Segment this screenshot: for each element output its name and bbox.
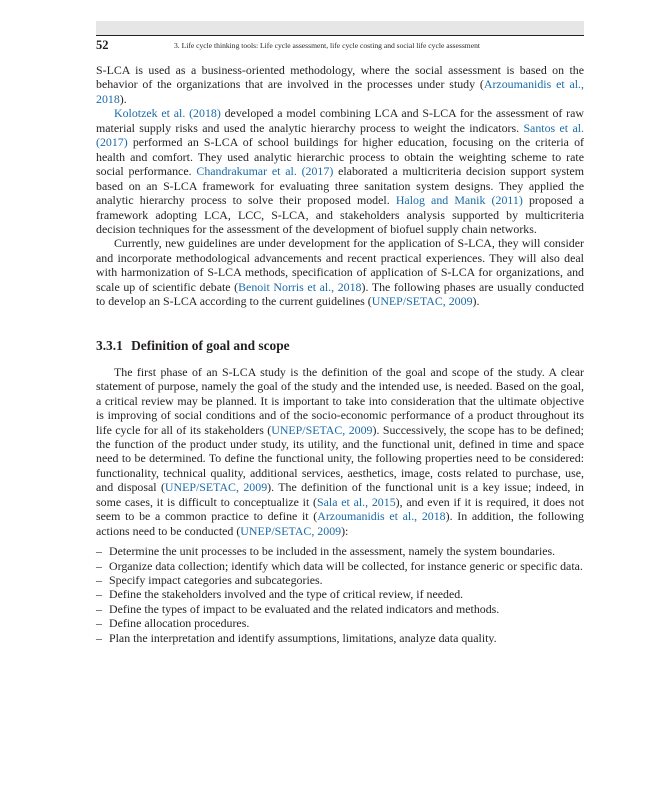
list-item <box>96 559 584 573</box>
paragraph <box>96 236 584 308</box>
paragraph-text: S-LCA is used as a business-oriented methodology, where the social assessment is based on the behavior of the organizations that are involved in the processes under study ( <box>96 63 584 92</box>
list-dash: – <box>96 616 102 631</box>
action-list <box>96 544 584 645</box>
paragraph-text: ), and even if it is required, it does not seem to be a common practice to define it ( <box>96 494 584 524</box>
section-heading <box>96 337 584 355</box>
section-number: 3.3.1 <box>96 337 123 353</box>
list-item-text: Define the types of impact to be evaluated and the related indicators and methods. <box>109 601 500 616</box>
list-dash: – <box>96 587 102 602</box>
citation-link[interactable]: Arzoumanidis et al., 2018 <box>317 509 446 524</box>
list-item <box>96 573 584 587</box>
paragraph <box>96 63 584 106</box>
paragraph-text: ). The following phases are usually conducted to develop an S-LCA according to the current guidelines ( <box>96 279 584 309</box>
paragraph-text: ). In addition, the following actions need to be conducted ( <box>96 509 584 538</box>
list-item <box>96 587 584 601</box>
paragraph <box>96 365 584 538</box>
page-number: 52 <box>96 38 109 52</box>
list-dash: – <box>96 572 102 587</box>
paragraph <box>96 106 584 236</box>
paragraph-text: ). Successively, the scope has to be defined; the function of the product under study, its utility, and the functional unit, defined in time and space need to be determined. To define the functional unity, the following properties need to be considered: functionality, technical quality, additional services, aesthetics, image, costs related to purchase, use, and disposal ( <box>96 422 584 495</box>
list-item-text: Organize data collection; identify which data will be collected, for instance generic or specific data. <box>109 558 583 573</box>
header-rule <box>96 35 584 36</box>
intro-paragraphs <box>96 63 584 309</box>
list-item <box>96 544 584 558</box>
list-dash: – <box>96 630 102 645</box>
list-item <box>96 631 584 645</box>
paragraph-text: proposed a framework adopting LCA, LCC, S-LCA, and stakeholders analysis supported by multicriteria decision techniques for the assessment of the development of biofuel supply chain networks. <box>96 193 585 236</box>
list-dash: – <box>96 558 102 573</box>
header-band <box>96 21 584 35</box>
paragraph-text: ): <box>341 523 349 538</box>
citation-link[interactable]: Halog and Manik (2011) <box>395 193 523 208</box>
citation-link[interactable]: UNEP/SETAC, 2009 <box>271 422 373 437</box>
paragraph-text: ). <box>119 91 127 106</box>
paragraph-text: developed a model combining LCA and S-LCA for the assessment of raw material supply risks and used the analytic hierarchy process to weight the indicators. <box>96 106 584 135</box>
citation-link[interactable]: Sala et al., 2015 <box>317 494 396 509</box>
citation-link[interactable]: UNEP/SETAC, 2009 <box>240 523 342 538</box>
citation-link[interactable]: UNEP/SETAC, 2009 <box>371 294 473 309</box>
citation-link[interactable]: Chandrakumar et al. (2017) <box>196 164 334 179</box>
list-dash: – <box>96 601 102 616</box>
section-title: Definition of goal and scope <box>131 337 290 353</box>
paragraph-text: performed an S-LCA of school buildings for higher education, focusing on the criteria of health and comfort. They used analytic hierarchic process to obtain the weighting scheme to rate social performance. <box>96 135 584 179</box>
paragraph-text: ). <box>472 294 480 309</box>
page-content <box>96 63 584 645</box>
running-head: 3. Life cycle thinking tools: Life cycle assessment, life cycle costing and social life cycle assessment <box>174 41 480 50</box>
paragraph-text: The first phase of an S-LCA study is the definition of the goal and scope of the study. A clear statement of purpose, namely the goal of the study and the intended use, is needed. Based on the goal, a critical review may be planned. It is important to take into consideration that the ultimate objective is improving of social conditions and of the socio-economic performance of a product throughout its life cycle for all of its stakeholders ( <box>96 364 584 437</box>
paragraph-text: ). The definition of the functional unit is a key issue; indeed, in some cases, it is difficult to conceptualize it ( <box>96 480 584 509</box>
list-item-text: Plan the interpretation and identify assumptions, limitations, analyze data quality. <box>109 630 497 645</box>
citation-link[interactable]: UNEP/SETAC, 2009 <box>164 480 268 495</box>
section-body <box>96 365 584 645</box>
citation-link[interactable]: Benoit Norris et al., 2018 <box>238 279 362 294</box>
paragraph-text: elaborated a multicriteria decision support system based on an S-LCA framework for evaluating three sanitation system designs. They applied the analytic hierarchy process to solve their proposed model. <box>96 164 584 208</box>
list-item <box>96 602 584 616</box>
list-item-text: Define allocation procedures. <box>109 616 250 631</box>
list-item-text: Specify impact categories and subcategories. <box>109 572 323 587</box>
citation-link[interactable]: Santos et al. (2017) <box>96 120 584 150</box>
citation-link[interactable]: Arzoumanidis et al., 2018 <box>96 77 584 106</box>
list-item-text: Define the stakeholders involved and the type of critical review, if needed. <box>109 587 464 602</box>
list-item <box>96 616 584 630</box>
list-item-text: Determine the unit processes to be included in the assessment, namely the system boundaries. <box>109 544 556 559</box>
citation-link[interactable]: Kolotzek et al. (2018) <box>114 106 221 121</box>
paragraph-text: Currently, new guidelines are under development for the application of S-LCA, they will consider and incorporate methodological advancements and recent practical experiences. They will also deal with harmonization of S-LCA methods, specification of application of S-LCA for organizations, and scale up of scientific debate ( <box>96 236 584 294</box>
list-dash: – <box>96 544 102 559</box>
